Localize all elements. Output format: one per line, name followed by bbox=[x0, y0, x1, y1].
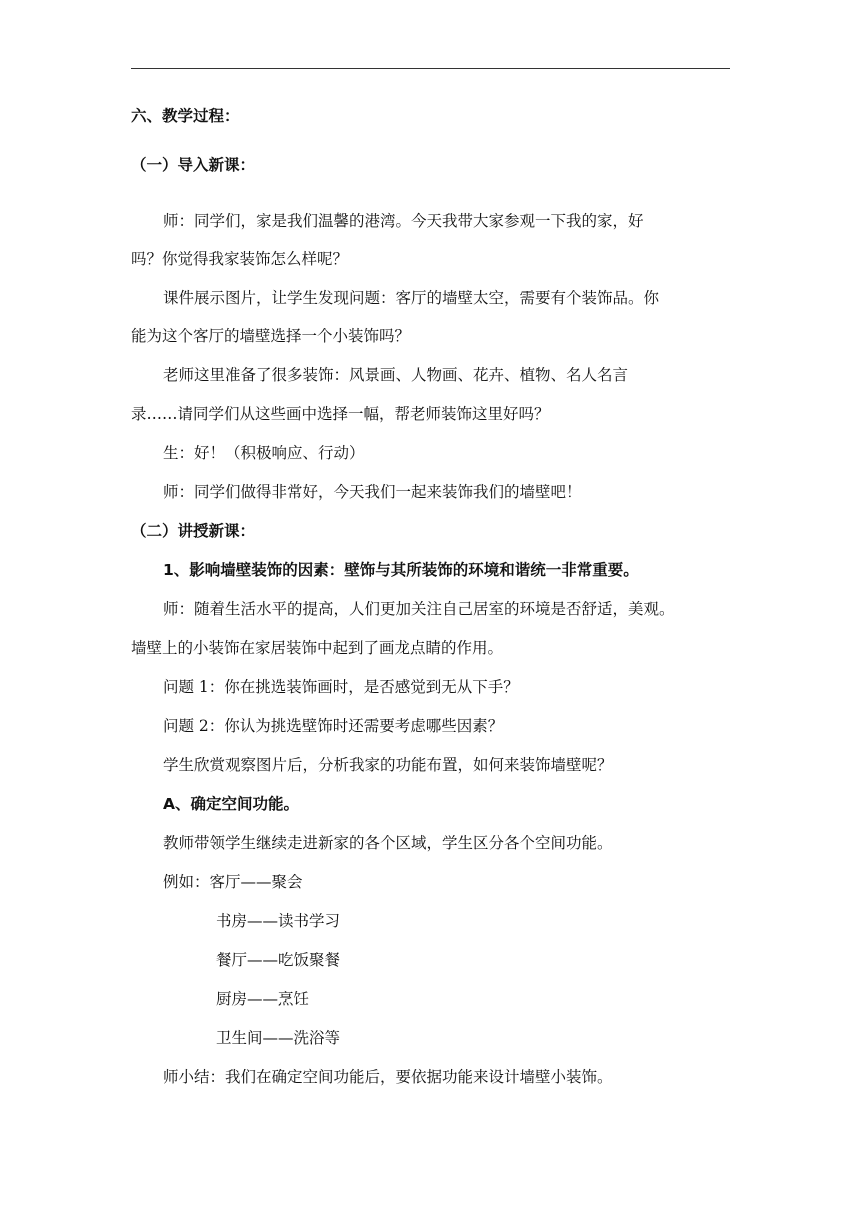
intro-paragraph-line: 老师这里准备了很多装饰：风景画、人物画、花卉、植物、名人名言 bbox=[163, 366, 629, 384]
intro-paragraph-line: 能为这个客厅的墙壁选择一个小装饰吗？ bbox=[131, 327, 411, 345]
part1-heading: （一）导入新课： bbox=[131, 156, 256, 174]
summary-line: 师小结：我们在确定空间功能后，要依据功能来设计墙壁小装饰。 bbox=[163, 1068, 613, 1086]
example-item: 厨房——烹饪 bbox=[216, 990, 310, 1008]
example-item: 卫生间——洗浴等 bbox=[216, 1029, 341, 1047]
lesson-point-heading: 1、影响墙壁装饰的因素：壁饰与其所装饰的环境和谐统一非常重要。 bbox=[163, 561, 639, 579]
part2-heading: （二）讲授新课： bbox=[131, 522, 256, 540]
intro-paragraph-line: 师：同学们，家是我们温馨的港湾。今天我带大家参观一下我的家，好 bbox=[163, 212, 644, 230]
section-heading: 六、教学过程： bbox=[131, 107, 240, 125]
intro-paragraph-line: 生：好！（积极响应、行动） bbox=[163, 444, 365, 462]
lesson-paragraph-line: 师：随着生活水平的提高，人们更加关注自己居室的环境是否舒适，美观。 bbox=[163, 600, 675, 618]
example-item: 书房——读书学习 bbox=[216, 912, 341, 930]
intro-paragraph-line: 课件展示图片，让学生发现问题：客厅的墙壁太空，需要有个装饰品。你 bbox=[163, 289, 660, 307]
example-item: 例如：客厅——聚会 bbox=[163, 873, 303, 891]
subheading-a: A、确定空间功能。 bbox=[163, 795, 299, 813]
intro-paragraph-line: 师：同学们做得非常好，今天我们一起来装饰我们的墙壁吧！ bbox=[163, 483, 582, 501]
question-line: 问题 1：你在挑选装饰画时，是否感觉到无从下手？ bbox=[163, 678, 519, 696]
lesson-paragraph-line: 教师带领学生继续走进新家的各个区域，学生区分各个空间功能。 bbox=[163, 834, 613, 852]
intro-paragraph-line: 录……请同学们从这些画中选择一幅，帮老师装饰这里好吗？ bbox=[131, 405, 550, 423]
intro-paragraph-line: 吗？你觉得我家装饰怎么样呢？ bbox=[131, 250, 349, 268]
example-item: 餐厅——吃饭聚餐 bbox=[216, 951, 341, 969]
question-line: 问题 2：你认为挑选壁饰时还需要考虑哪些因素？ bbox=[163, 717, 504, 735]
lesson-paragraph-line: 墙壁上的小装饰在家居装饰中起到了画龙点睛的作用。 bbox=[131, 639, 504, 657]
lesson-paragraph-line: 学生欣赏观察图片后，分析我家的功能布置，如何来装饰墙壁呢？ bbox=[163, 756, 613, 774]
header-rule bbox=[131, 68, 730, 69]
